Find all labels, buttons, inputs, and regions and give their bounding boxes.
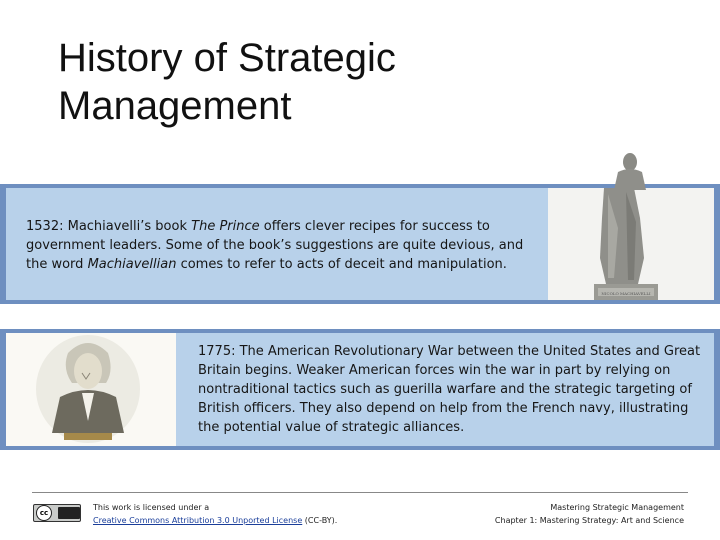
washington-portrait-image xyxy=(6,333,176,446)
cc-by-icon xyxy=(58,507,80,519)
term-emphasis: Machiavellian xyxy=(87,257,177,272)
machiavelli-statue-image xyxy=(548,188,714,300)
event-text-1532 xyxy=(6,188,548,300)
book-title: Mastering Strategic Management xyxy=(550,503,684,512)
title-line-2: Management xyxy=(58,84,292,128)
slide-title xyxy=(58,34,658,130)
book-title-emphasis: The Prince xyxy=(191,219,260,234)
statue-head-icon xyxy=(590,150,670,190)
event-text-1775: 1775: The American Revolutionary War between the United States and Great Britain begins. Weaker American forces win the war in part by relying on nontraditional tactics such as guerilla warfare and the strategic targeting of British officers. They also depend on help from the French navy, illustrating the potential value of strategic alliances. xyxy=(176,333,714,446)
license-prefix: This work is licensed under a xyxy=(93,503,210,512)
event-text-part: comes to refer to acts of deceit and manipulation. xyxy=(176,257,507,272)
event-text-part: offers clever recipes for success to government leaders. Some of the book’s suggestions are quite devious, and the word xyxy=(26,219,524,272)
license-suffix: (CC-BY). xyxy=(302,516,338,525)
event-text-part: 1532: Machiavelli’s book xyxy=(26,219,192,234)
footer-divider xyxy=(32,492,688,493)
title-line-1: History of Strategic xyxy=(58,36,396,80)
book-reference xyxy=(495,501,684,527)
license-link[interactable]: Creative Commons Attribution 3.0 Unported License xyxy=(93,516,303,525)
creative-commons-by-icon[interactable] xyxy=(33,504,81,522)
license-notice xyxy=(93,501,337,527)
statue-inscription: NICOLO MACHIAVELLI xyxy=(601,291,651,296)
cc-circle-icon: cc xyxy=(36,505,52,521)
chapter-title: Chapter 1: Mastering Strategy: Art and Science xyxy=(494,516,684,525)
